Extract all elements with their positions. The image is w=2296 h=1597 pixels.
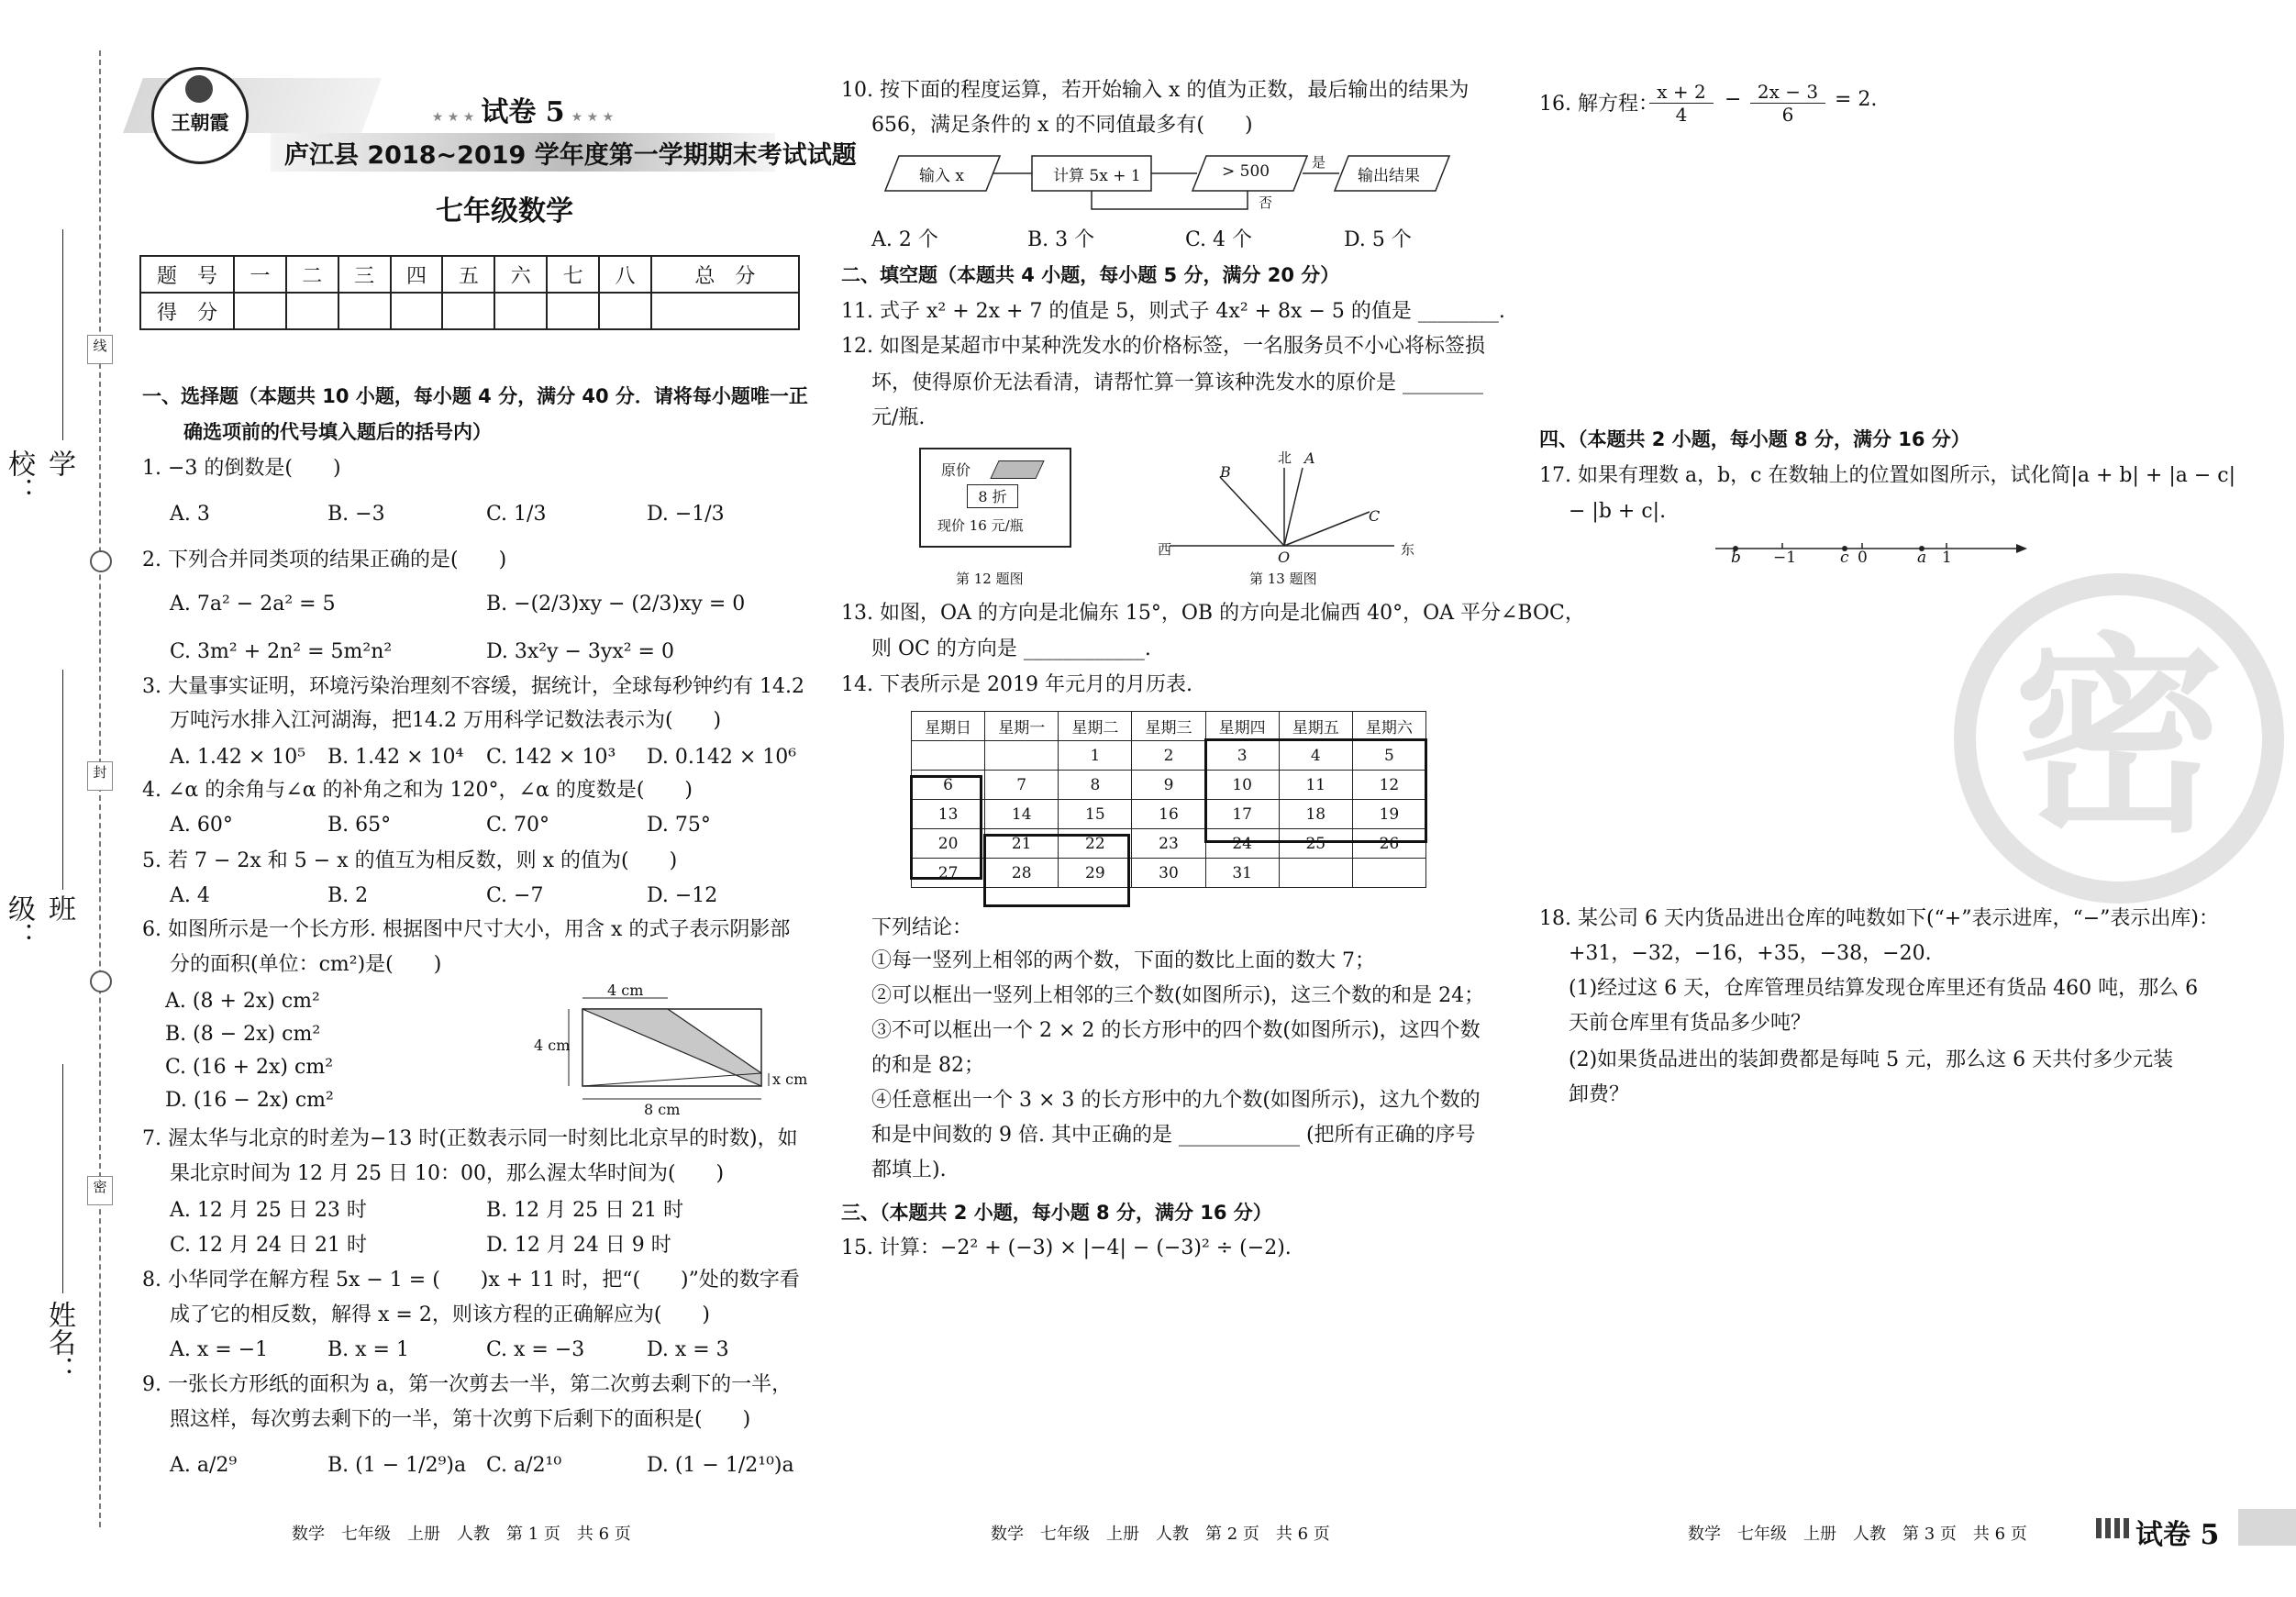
fig13-east: 东: [1401, 541, 1415, 558]
q6-label-top: 4 cm: [607, 981, 644, 999]
fig13-north: 北: [1278, 449, 1292, 466]
q16-num2: 2x − 3: [1750, 81, 1825, 104]
q18-stem-1: 18. 某公司 6 天内货品进出仓库的吨数如下(“+”表示进库，“−”表示出库)：: [1539, 907, 2219, 930]
q14-text-1: 下列结论：: [871, 916, 973, 939]
footer-page-1: 数学 七年级 上册 人教 第 1 页 共 6 页: [292, 1525, 631, 1544]
nl-b: b: [1731, 549, 1741, 567]
q9-option-a[interactable]: A. a/2⁹: [170, 1454, 238, 1477]
nl-minus-one: −1: [1773, 549, 1797, 567]
q1-option-d[interactable]: D. −1/3: [647, 503, 725, 526]
frame-two-by-two: [983, 834, 1130, 907]
date-cell: [1279, 859, 1352, 888]
q14-text-4: ③不可以框出一个 2 × 2 的长方形中的四个数(如图所示)，这四个数: [871, 1019, 1481, 1042]
score-cell: 八: [599, 256, 651, 293]
number-line: [1711, 532, 2032, 587]
q7-option-c[interactable]: C. 12 月 24 日 21 时: [170, 1234, 367, 1257]
q14-stem: 14. 下表所示是 2019 年元月的月历表.: [841, 673, 1192, 696]
paper-label: ★ ★ ★ 试卷 5 ★ ★ ★: [431, 96, 615, 128]
section-2-heading: 二、填空题（本题共 4 小题，每小题 5 分，满分 20 分）: [841, 264, 1340, 286]
binding-margin: [0, 0, 128, 1597]
q5-option-c[interactable]: C. −7: [486, 884, 544, 907]
q10-stem-1: 10. 按下面的程度运算，若开始输入 x 的值为正数，最后输出的结果为: [841, 79, 1470, 102]
flow-output: 输出结果: [1358, 167, 1420, 185]
section-1-heading-2: 确选项前的代号填入题后的括号内）: [183, 421, 492, 443]
q9-stem-2: 照这样，每次剪去剩下的一半，第十次剪下后剩下的面积是( ): [170, 1408, 751, 1431]
date-cell: [1352, 859, 1425, 888]
subject-title: 七年级数学: [436, 195, 573, 227]
q16-equation: [1539, 81, 1924, 136]
price-tag-now: 现价 16 元/瓶: [937, 517, 1024, 534]
date-cell: 14: [985, 800, 1059, 829]
q6-option-d[interactable]: D. (16 − 2x) cm²: [165, 1089, 334, 1112]
date-cell: 12: [1352, 771, 1425, 800]
score-cell: 五: [442, 256, 494, 293]
q8-stem-2: 成了它的相反数，解得 x = 2，则该方程的正确解应为( ): [170, 1303, 710, 1326]
q3-stem-2: 万吨污水排入江河湖海，把14.2 万用科学记数法表示为( ): [170, 709, 722, 732]
date-cell: 31: [1205, 859, 1279, 888]
section-3-heading: 三、（本题共 2 小题，每小题 8 分，满分 16 分）: [841, 1202, 1272, 1224]
binding-circle-1: [90, 550, 112, 572]
score-input[interactable]: [234, 293, 286, 329]
score-cell: 二: [286, 256, 338, 293]
q2-option-c[interactable]: C. 3m² + 2n² = 5m²n²: [170, 640, 393, 663]
q8-option-b[interactable]: B. x = 1: [327, 1338, 409, 1361]
footer-decoration: [2096, 1518, 2133, 1538]
q7-stem-1: 7. 渥太华与北京的时差为−13 时(正数表示同一时刻比北京早的时数)，如: [142, 1127, 798, 1150]
date-cell: 24: [1205, 829, 1279, 859]
paper-label-text: 试卷 5: [481, 96, 565, 128]
q8-option-a[interactable]: A. x = −1: [170, 1338, 269, 1361]
date-cell: 19: [1352, 800, 1425, 829]
q6-option-b[interactable]: B. (8 − 2x) cm²: [165, 1023, 321, 1046]
q8-option-d[interactable]: D. x = 3: [647, 1338, 729, 1361]
q8-stem-1: 8. 小华同学在解方程 5x − 1 = ( )x + 11 时，把“( )”处的数字看: [142, 1269, 800, 1292]
q14-text-3: ②可以框出一竖列上相邻的三个数(如图所示)，这三个数的和是 24；: [871, 984, 1485, 1007]
q13-stem-1: 13. 如图，OA 的方向是北偏东 15°，OB 的方向是北偏西 40°，OA 平分∠BOC，: [841, 602, 1585, 625]
q9-option-d[interactable]: D. (1 − 1/2¹⁰)a: [647, 1454, 794, 1477]
brand-logo: [151, 67, 249, 164]
q3-option-a[interactable]: A. 1.42 × 10⁵: [170, 746, 306, 769]
nl-one: 1: [1942, 549, 1952, 567]
q4-option-b[interactable]: B. 65°: [327, 814, 392, 837]
date-cell: 5: [1352, 741, 1425, 771]
q2-stem: 2. 下列合并同类项的结果正确的是( ): [142, 549, 507, 571]
date-cell: [912, 741, 985, 771]
q11-stem: 11. 式子 x² + 2x + 7 的值是 5，则式子 4x² + 8x − 5 的值是 ________.: [841, 300, 1505, 323]
q7-option-a[interactable]: A. 12 月 25 日 23 时: [170, 1199, 367, 1222]
score-cell: 题 号: [140, 256, 234, 293]
q1-option-c[interactable]: C. 1/3: [486, 503, 547, 526]
q5-option-a[interactable]: A. 4: [170, 884, 210, 907]
date-cell: 1: [1059, 741, 1132, 771]
date-cell: 28: [985, 859, 1059, 888]
school-label: 学校：: [3, 449, 75, 505]
date-cell: 27: [912, 859, 985, 888]
flow-compute: 计算 5x + 1: [1053, 167, 1141, 185]
school-field[interactable]: [3, 229, 84, 514]
q18-stem-6: 卸费？: [1569, 1083, 1630, 1106]
q2-option-a[interactable]: A. 7a² − 2a² = 5: [170, 593, 336, 616]
frame-vertical-three: [910, 775, 982, 880]
q14-text-5: 的和是 82；: [871, 1054, 984, 1077]
q6-stem-2: 分的面积(单位：cm²)是( ): [170, 953, 442, 976]
date-cell: 13: [912, 800, 985, 829]
q2-option-d[interactable]: D. 3x²y − 3yx² = 0: [486, 640, 674, 663]
flow-compare: > 500: [1222, 162, 1270, 181]
fig13-west: 西: [1158, 541, 1172, 558]
fig13-origin: O: [1278, 549, 1291, 566]
date-cell: 18: [1279, 800, 1352, 829]
q16-label: 16. 解方程：: [1539, 93, 1658, 116]
watermark-glyph: 密: [2013, 614, 2224, 861]
q6-option-c[interactable]: C. (16 + 2x) cm²: [165, 1056, 334, 1079]
footer-page-2: 数学 七年级 上册 人教 第 2 页 共 6 页: [991, 1525, 1330, 1544]
date-cell: 2: [1132, 741, 1205, 771]
q18-stem-4: 天前仓库里有货品多少吨？: [1569, 1012, 1812, 1035]
price-tag-orig: 原价: [941, 461, 971, 479]
q6-rectangle-figure: [532, 981, 807, 1119]
q14-text-8: 都填上).: [871, 1159, 947, 1181]
score-header-row: [140, 256, 799, 293]
q5-stem: 5. 若 7 − 2x 和 5 − x 的值互为相反数，则 x 的值为( ): [142, 849, 678, 872]
seal-mark-2: 封: [87, 761, 113, 791]
logo-text: 王朝霞: [171, 111, 229, 134]
confidential-watermark: [1954, 573, 2284, 904]
q15-stem: 15. 计算：−2² + (−3) × |−4| − (−3)² ÷ (−2).: [841, 1237, 1292, 1259]
weekday-cell: 星期二: [1059, 712, 1132, 741]
date-cell: 6: [912, 771, 985, 800]
q9-option-b[interactable]: B. (1 − 1/2⁹)a: [327, 1454, 467, 1477]
fig12-caption: 第 12 题图: [956, 571, 1024, 587]
q18-stem-5: (2)如果货品进出的装卸费都是每吨 5 元，那么这 6 天共付多少元装: [1569, 1048, 2174, 1071]
class-field[interactable]: [3, 670, 84, 963]
class-label: 班级：: [3, 894, 75, 949]
q17-stem-2: − |b + c|.: [1569, 500, 1667, 523]
q16-num1: x + 2: [1649, 81, 1714, 104]
flow-input: 输入 x: [919, 167, 964, 185]
header: [133, 60, 857, 227]
q17-stem-1: 17. 如果有理数 a，b，c 在数轴上的位置如图所示，试化简|a + b| + |a − c|: [1539, 464, 2236, 487]
date-cell: [985, 741, 1059, 771]
date-cell: 3: [1205, 741, 1279, 771]
q9-option-c[interactable]: C. a/2¹⁰: [486, 1454, 562, 1477]
date-cell: 9: [1132, 771, 1205, 800]
q6-label-right: x cm: [772, 1070, 808, 1088]
q6-stem-1: 6. 如图所示是一个长方形. 根据图中尺寸大小，用含 x 的式子表示阴影部: [142, 918, 791, 941]
q16-minus: −: [1725, 88, 1742, 111]
q3-option-b[interactable]: B. 1.42 × 10⁴: [327, 746, 464, 769]
section-1-heading: 一、选择题（本题共 10 小题，每小题 4 分，满分 40 分．请将每小题唯一正: [142, 385, 808, 407]
q10-option-d[interactable]: D. 5 个: [1344, 228, 1412, 251]
q4-stem: 4. ∠α 的余角与∠α 的补角之和为 120°，∠α 的度数是( ): [142, 779, 693, 802]
q12-stem-1: 12. 如图是某超市中某种洗发水的价格标签，一名服务员不小心将标签损: [841, 335, 1485, 358]
score-cell: 得 分: [140, 293, 234, 329]
q3-stem-1: 3. 大量事实证明，环境污染治理刻不容缓，据统计，全球每秒钟约有 14.2: [142, 675, 804, 698]
q3-option-c[interactable]: C. 142 × 10³: [486, 746, 616, 769]
score-cell: 七: [547, 256, 599, 293]
score-cell: 总 分: [651, 256, 799, 293]
date-cell: 11: [1279, 771, 1352, 800]
score-input[interactable]: [442, 293, 494, 329]
date-cell: 30: [1132, 859, 1205, 888]
q2-option-b[interactable]: B. −(2/3)xy − (2/3)xy = 0: [486, 593, 746, 616]
q6-label-left: 4 cm: [534, 1037, 571, 1054]
name-field[interactable]: [43, 1064, 84, 1385]
price-tag: [919, 448, 1071, 548]
date-cell: 25: [1279, 829, 1352, 859]
date-cell: 23: [1132, 829, 1205, 859]
frame-three-by-three: [1204, 738, 1427, 843]
q3-option-d[interactable]: D. 0.142 × 10⁶: [647, 746, 797, 769]
date-cell: 7: [985, 771, 1059, 800]
footer-page-3: 数学 七年级 上册 人教 第 3 页 共 6 页: [1688, 1525, 2027, 1544]
flow-no: 否: [1259, 194, 1273, 211]
score-input[interactable]: [391, 293, 443, 329]
date-cell: 29: [1059, 859, 1132, 888]
score-input[interactable]: [286, 293, 338, 329]
q7-option-d[interactable]: D. 12 月 24 日 9 时: [486, 1234, 671, 1257]
date-cell: 16: [1132, 800, 1205, 829]
q13-stem-2: 则 OC 的方向是 ____________.: [871, 638, 1151, 660]
fig13-label-c: C: [1369, 507, 1381, 525]
weekday-cell: 星期三: [1132, 712, 1205, 741]
q16-rhs: = 2.: [1835, 88, 1878, 111]
section-4-heading: 四、（本题共 2 小题，每小题 8 分，满分 16 分）: [1539, 428, 1970, 450]
footer-paper-tag: 试卷 5: [2135, 1519, 2220, 1551]
torn-area: [990, 460, 1044, 479]
seal-mark-3: 密: [87, 1176, 113, 1205]
fig13-caption: 第 13 题图: [1249, 571, 1317, 587]
date-cell: 20: [912, 829, 985, 859]
price-tag-discount: 8 折: [967, 484, 1018, 508]
score-input[interactable]: [338, 293, 391, 329]
weekday-cell: 星期五: [1279, 712, 1352, 741]
q12-stem-2: 坏，使得原价无法看清，请帮忙算一算该种洗发水的原价是 ________: [871, 372, 1483, 394]
date-cell: 17: [1205, 800, 1279, 829]
weekday-cell: 星期一: [985, 712, 1059, 741]
fig13-label-b: B: [1220, 463, 1231, 481]
seal-mark-1: 线: [87, 335, 113, 364]
binding-circle-2: [90, 970, 112, 993]
score-input[interactable]: [599, 293, 651, 329]
weekday-cell: 星期日: [912, 712, 985, 741]
score-cell: 三: [338, 256, 391, 293]
q18-stem-3: (1)经过这 6 天，仓库管理员结算发现仓库里还有货品 460 吨，那么 6: [1569, 977, 2199, 1000]
score-cell: 六: [494, 256, 547, 293]
calendar-header: [912, 712, 1426, 741]
weekday-cell: 星期六: [1352, 712, 1425, 741]
date-cell: 22: [1059, 829, 1132, 859]
date-cell: 15: [1059, 800, 1132, 829]
score-input[interactable]: [547, 293, 599, 329]
date-cell: 21: [985, 829, 1059, 859]
q1-stem: 1. −3 的倒数是( ): [142, 457, 341, 480]
nl-a: a: [1917, 549, 1927, 567]
weekday-cell: 星期四: [1205, 712, 1279, 741]
q16-den1: 4: [1675, 104, 1688, 126]
flow-yes: 是: [1312, 154, 1326, 171]
q18-stem-2: +31，−32，−16，+35，−38，−20.: [1569, 942, 1932, 965]
date-cell: 26: [1352, 829, 1425, 859]
date-cell: 10: [1205, 771, 1279, 800]
q4-option-c[interactable]: C. 70°: [486, 814, 550, 837]
q14-text-7: 和是中间数的 9 倍. 其中正确的是 ____________ (把所有正确的序号: [871, 1124, 1476, 1147]
fig13-label-a: A: [1304, 449, 1315, 467]
nl-zero: 0: [1858, 549, 1868, 567]
q5-option-b[interactable]: B. 2: [327, 884, 369, 907]
q6-option-a[interactable]: A. (8 + 2x) cm²: [165, 990, 320, 1013]
score-cell: 一: [234, 256, 286, 293]
q14-text-6: ④任意框出一个 3 × 3 的长方形中的九个数(如图所示)，这九个数的: [871, 1089, 1481, 1112]
footer-tab: [2238, 1509, 2296, 1546]
score-cell: 四: [391, 256, 443, 293]
score-input[interactable]: [651, 293, 799, 329]
q8-option-c[interactable]: C. x = −3: [486, 1338, 585, 1361]
q7-stem-2: 果北京时间为 12 月 25 日 10：00，那么渥太华时间为( ): [170, 1162, 725, 1185]
score-input[interactable]: [494, 293, 547, 329]
q5-option-d[interactable]: D. −12: [647, 884, 718, 907]
q10-stem-2: 656，满足条件的 x 的不同值最多有( ): [871, 114, 1253, 137]
q10-option-b[interactable]: B. 3 个: [1027, 228, 1095, 251]
q1-option-a[interactable]: A. 3: [170, 503, 210, 526]
q4-option-a[interactable]: A. 60°: [170, 814, 233, 837]
q16-den2: 6: [1781, 104, 1794, 126]
q4-option-d[interactable]: D. 75°: [647, 814, 711, 837]
q10-option-a[interactable]: A. 2 个: [871, 228, 938, 251]
q6-label-bottom: 8 cm: [644, 1101, 681, 1118]
exam-title: 庐江县 2018~2019 学年度第一学期期末考试试题: [284, 141, 857, 170]
q1-option-b[interactable]: B. −3: [327, 503, 385, 526]
q7-option-b[interactable]: B. 12 月 25 日 21 时: [486, 1199, 684, 1222]
date-cell: 8: [1059, 771, 1132, 800]
q10-option-c[interactable]: C. 4 个: [1185, 228, 1253, 251]
q9-stem-1: 9. 一张长方形纸的面积为 a，第一次剪去一半，第二次剪去剩下的一半，: [142, 1373, 793, 1396]
score-input-row: [140, 293, 799, 329]
date-cell: 4: [1279, 741, 1352, 771]
name-label: 姓名：: [43, 1301, 75, 1383]
score-table: [139, 255, 800, 330]
q14-text-2: ①每一竖列上相邻的两个数，下面的数比上面的数大 7；: [871, 949, 1375, 972]
q12-stem-3: 元/瓶.: [871, 406, 926, 429]
nl-c: c: [1840, 549, 1849, 567]
